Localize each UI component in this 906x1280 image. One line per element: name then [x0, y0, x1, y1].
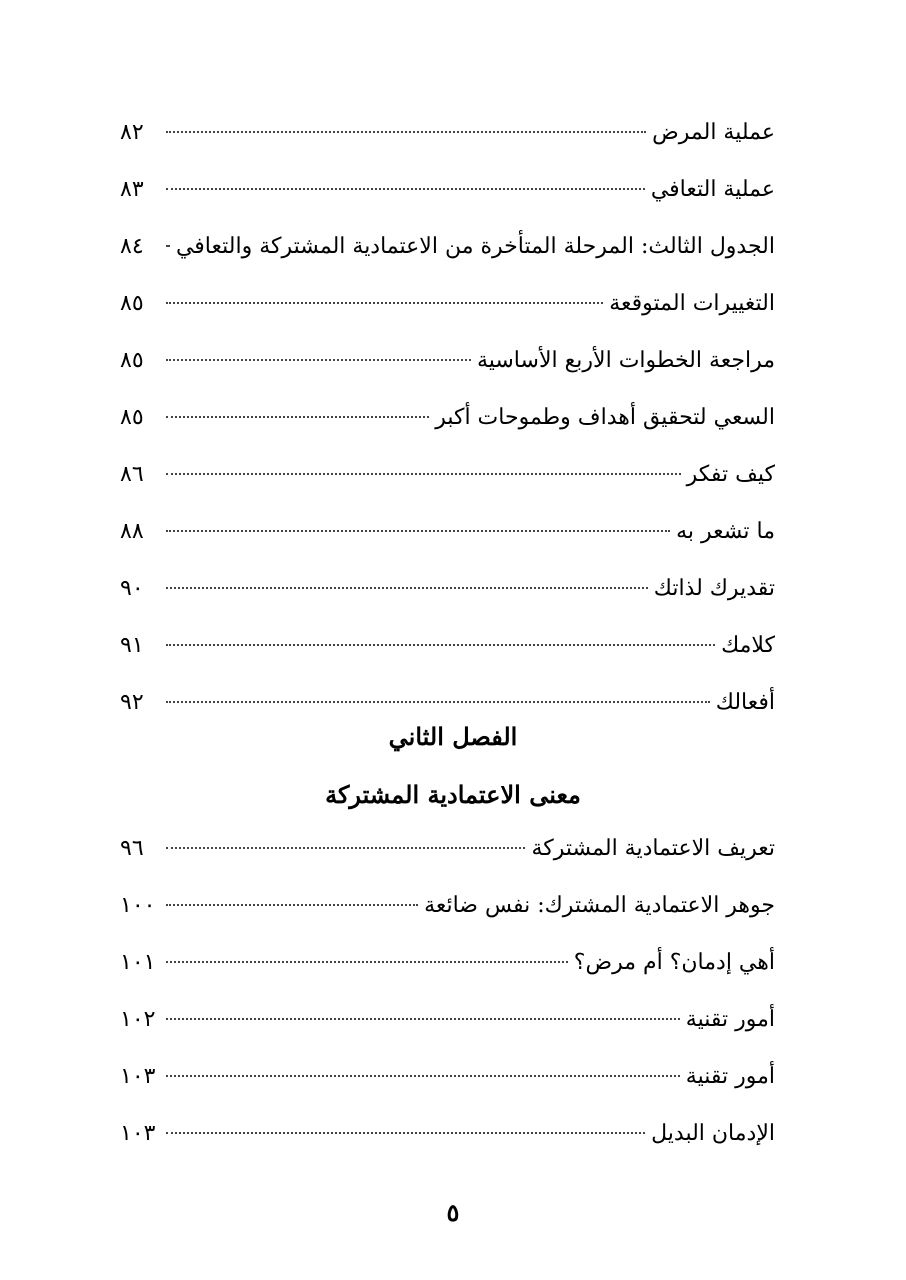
toc-entry: [120, 175, 775, 232]
toc-entry-page: ٩٠: [120, 576, 144, 601]
toc-entry-page: ٨٣: [120, 177, 144, 202]
dot-leader: [166, 587, 648, 589]
toc-entry-page: ١٠٢: [120, 1007, 156, 1032]
toc-entry-page: ٨٥: [120, 348, 144, 373]
toc-section-1: [120, 118, 775, 745]
toc-entry-page: ١٠١: [120, 950, 156, 975]
toc-entry-title: عملية التعافي: [650, 177, 775, 202]
dot-leader: [166, 847, 525, 849]
toc-entry: [120, 1119, 775, 1176]
toc-entry-title: السعي لتحقيق أهداف وطموحات أكبر: [435, 405, 775, 430]
toc-entry: [120, 460, 775, 517]
toc-entry: [120, 631, 775, 688]
toc-entry-page: ٨٨: [120, 519, 144, 544]
dot-leader: [166, 188, 645, 190]
toc-entry-title: كلامك: [721, 633, 775, 658]
toc-entry-title: أفعالك: [715, 690, 775, 715]
dot-leader: [166, 1075, 680, 1077]
toc-entry-title: أمور تقنية: [685, 1007, 775, 1032]
toc-entry: [120, 574, 775, 631]
chapter-label: الفصل الثاني: [388, 722, 518, 751]
dot-leader: [166, 1132, 645, 1134]
dot-leader: [166, 416, 429, 418]
toc-entry-page: ٨٤: [120, 234, 144, 259]
toc-entry: [120, 834, 775, 891]
toc-entry: [120, 118, 775, 175]
toc-entry-page: ١٠٣: [120, 1121, 156, 1146]
toc-entry: [120, 403, 775, 460]
toc-entry: [120, 232, 775, 289]
toc-entry-title: التغييرات المتوقعة: [609, 291, 775, 316]
toc-entry-title: أهي إدمان؟ أم مرض؟: [573, 950, 775, 975]
toc-entry-title: ما تشعر به: [676, 519, 775, 544]
dot-leader: [166, 131, 646, 133]
toc-entry-title: عملية المرض: [652, 120, 775, 145]
dot-leader: [166, 473, 681, 475]
dot-leader: [166, 1018, 680, 1020]
toc-entry-page: ٨٦: [120, 462, 144, 487]
toc-entry-title: مراجعة الخطوات الأربع الأساسية: [476, 348, 775, 373]
page-number: ٥: [446, 1198, 460, 1227]
toc-entry-title: تعريف الاعتمادية المشتركة: [531, 836, 775, 861]
toc-entry-page: ١٠٣: [120, 1064, 156, 1089]
dot-leader: [166, 245, 170, 247]
dot-leader: [166, 302, 603, 304]
toc-entry: [120, 289, 775, 346]
toc-entry-title: تقديرك لذاتك: [653, 576, 775, 601]
toc-entry: [120, 517, 775, 574]
toc-entry: [120, 1062, 775, 1119]
dot-leader: [166, 530, 670, 532]
toc-entry-page: ١٠٠: [120, 893, 156, 918]
dot-leader: [166, 961, 568, 963]
toc-entry-page: ٩١: [120, 633, 144, 658]
toc-entry-page: ٩٦: [120, 836, 144, 861]
dot-leader: [166, 904, 418, 906]
chapter-title: معنى الاعتمادية المشتركة: [325, 780, 581, 809]
dot-leader: [166, 644, 715, 646]
toc-entry-title: الإدمان البديل: [651, 1121, 775, 1146]
toc-entry-title: الجدول الثالث: المرحلة المتأخرة من الاعتمادية المشتركة والتعافي: [175, 234, 775, 259]
dot-leader: [166, 701, 710, 703]
toc-entry-page: ٨٥: [120, 405, 144, 430]
toc-entry-title: أمور تقنية: [685, 1064, 775, 1089]
toc-entry: [120, 1005, 775, 1062]
toc-entry-title: كيف تفكر: [686, 462, 775, 487]
toc-section-2: [120, 834, 775, 1176]
toc-entry: [120, 891, 775, 948]
toc-entry-title: جوهر الاعتمادية المشترك: نفس ضائعة: [424, 893, 775, 918]
toc-entry: [120, 346, 775, 403]
toc-entry: [120, 948, 775, 1005]
toc-entry-page: ٩٢: [120, 690, 144, 715]
toc-entry-page: ٨٢: [120, 120, 144, 145]
dot-leader: [166, 359, 471, 361]
toc-entry-page: ٨٥: [120, 291, 144, 316]
